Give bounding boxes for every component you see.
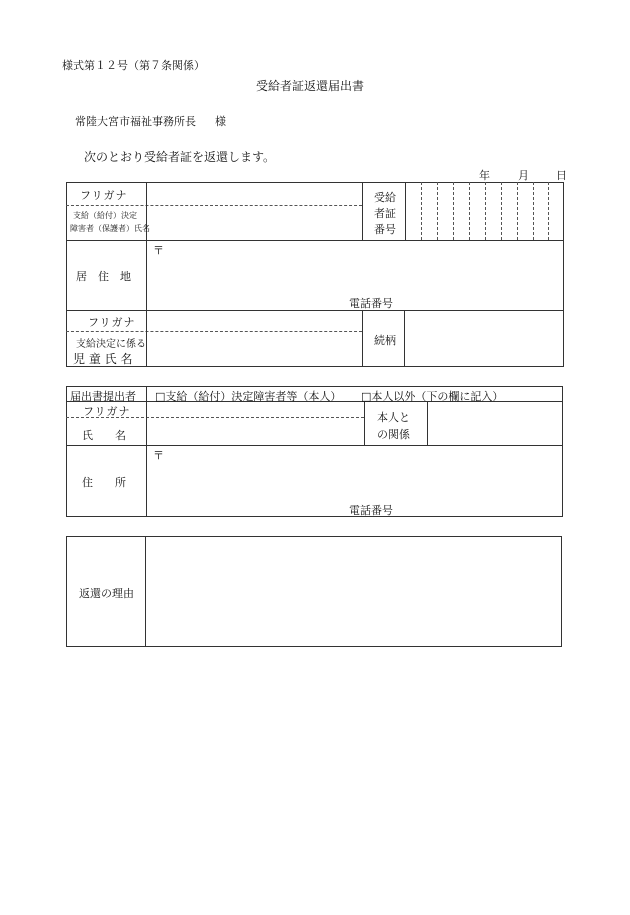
reason-field[interactable]: [146, 537, 561, 646]
applicant-furigana-field[interactable]: [147, 183, 361, 204]
submitter-option-self[interactable]: □支給（給付）決定障害者等（本人）: [155, 390, 342, 403]
child-label-line1: 支給決定に係る: [76, 339, 146, 350]
form-number: 様式第１２号（第７条関係）: [62, 59, 205, 72]
cert-number-label-line2: 者証: [374, 207, 396, 220]
cert-label-left-divider: [362, 182, 363, 240]
submitter-address-label: 住 所: [82, 476, 126, 489]
submitter-rel-label-line1: 本人と: [377, 411, 410, 424]
page-title: 受給者証返還届出書: [256, 79, 365, 93]
residence-postal-mark: 〒: [153, 244, 164, 257]
submitter-name-label: 氏 名: [82, 429, 126, 442]
submitter-phone-label: 電話番号: [349, 504, 393, 517]
relationship-field[interactable]: [405, 311, 563, 366]
applicant-name-field[interactable]: [147, 206, 361, 239]
applicant-label-line2: 障害者（保護者）氏名: [70, 224, 150, 233]
submitter-name-field[interactable]: [147, 418, 363, 444]
addressee-honorific: 様: [215, 115, 226, 128]
residence-phone-label: 電話番号: [349, 297, 393, 310]
child-furigana-field[interactable]: [147, 311, 361, 330]
submitter-option-other[interactable]: □本人以外（下の欄に記入）: [361, 390, 504, 403]
reason-label: 返還の理由: [79, 587, 134, 600]
applicant-label-line1: 支給（給付）決定: [73, 211, 137, 220]
addressee: 常陸大宮市福祉事務所長: [75, 115, 196, 128]
child-name-field[interactable]: [147, 332, 361, 366]
submitter-relationship-field[interactable]: [428, 402, 562, 444]
residence-label: 居 住 地: [76, 270, 131, 283]
cert-number-label-line1: 受給: [374, 191, 396, 204]
submitter-postal-mark: 〒: [153, 449, 164, 462]
date-year: 年: [479, 169, 490, 182]
submitter-rel-left-divider: [364, 401, 365, 445]
child-furigana-label: フリガナ: [88, 316, 136, 329]
cert-number-label-line3: 番号: [374, 223, 396, 236]
relationship-label: 続柄: [374, 334, 396, 347]
submitter-furigana-label: フリガナ: [83, 405, 131, 418]
submitter-rel-label-line2: の関係: [377, 428, 410, 441]
date-month: 月: [518, 169, 529, 182]
intro-text: 次のとおり受給者証を返還します。: [84, 150, 276, 164]
applicant-furigana-label: フリガナ: [80, 189, 128, 202]
submitter-address-field[interactable]: [147, 446, 562, 516]
submitter-label: 届出書提出者: [70, 390, 136, 403]
date-day: 日: [556, 169, 567, 182]
relationship-left-divider: [362, 310, 363, 367]
residence-field[interactable]: [147, 241, 563, 309]
child-label-line2: 児 童 氏 名: [73, 352, 133, 366]
submitter-furigana-field[interactable]: [147, 402, 363, 416]
cert-number-field[interactable]: [406, 183, 563, 239]
